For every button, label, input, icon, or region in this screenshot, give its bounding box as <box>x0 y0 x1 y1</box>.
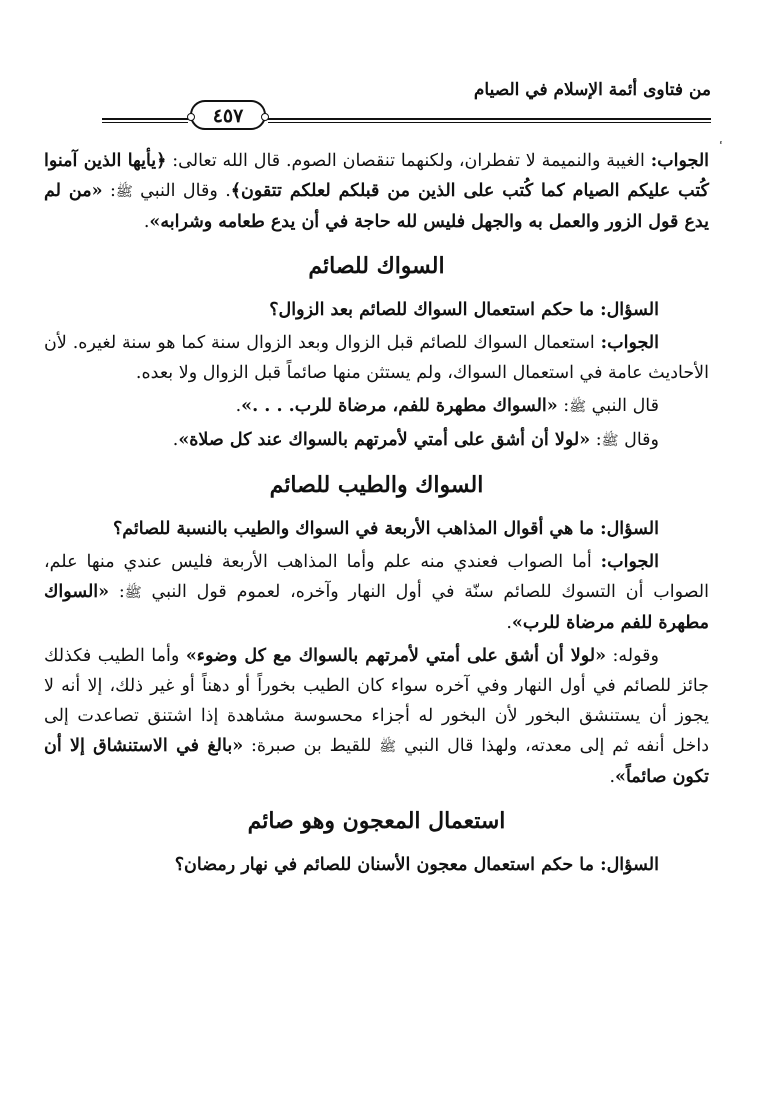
question-text: ما حكم استعمال السواك للصائم بعد الزوال؟ <box>269 300 601 320</box>
answer-end: . <box>506 613 512 633</box>
header-rule-right <box>268 118 711 123</box>
salla-symbol: ﷺ <box>379 739 397 755</box>
question-label: السؤال: <box>600 300 659 320</box>
paragraph-intro: وقوله: <box>606 646 659 666</box>
paragraph-end: . <box>609 767 616 787</box>
paragraph-text-2: للقيط بن صبرة: <box>243 736 380 756</box>
question-text: ما حكم استعمال معجون الأسنان للصائم في نهار رمضان؟ <box>174 855 601 875</box>
answer-perfume <box>44 547 709 638</box>
hadith-end: . <box>235 396 242 416</box>
salla-symbol: ﷺ <box>115 184 133 200</box>
page-body <box>44 146 709 883</box>
answer-label: الجواب: <box>600 333 659 353</box>
answer-text-2: . وقال النبي <box>132 181 231 201</box>
answer-text-4: . <box>143 212 150 232</box>
hadith-quote: «بالغ في الاستنشاق إلا أن تكون صائماً» <box>44 736 709 787</box>
page-number: ٤٥٧ <box>190 100 266 130</box>
hadith-colon: : <box>590 430 602 450</box>
section-title-siwak-perfume: السواك والطيب للصائم <box>269 472 484 498</box>
question-perfume <box>44 514 709 544</box>
hadith-end: . <box>172 430 179 450</box>
hadith-quote: «من لم يدع قول الزور والعمل به والجهل فليس لله حاجة في أن يدع طعامه وشرابه» <box>44 181 709 232</box>
hadith-intro: قال النبي <box>586 396 659 416</box>
salla-symbol: ﷺ <box>601 433 619 449</box>
header-rule-left <box>102 118 188 123</box>
answer-label: الجواب: <box>650 151 710 171</box>
salla-symbol: ﷺ <box>124 585 142 601</box>
hadith-line-2 <box>44 425 709 456</box>
hadith-quote: «السواك مطهرة للفم، مرضاة للرب. . . .» <box>241 396 558 416</box>
answer-siwak <box>44 328 709 388</box>
answer-perfume-2 <box>44 641 709 792</box>
hadith-colon: : <box>557 396 570 416</box>
hadith-intro: وقال <box>618 430 659 450</box>
answer-text: أما الصواب فعندي منه علم وأما المذاهب الأربعة فليس عندي منها علم، الصواب أن التسوك للصائم سنّة في أول النهار وآخره، لعموم قول النبي <box>44 552 709 602</box>
question-label: السؤال: <box>600 519 659 539</box>
hadith-line-1 <box>44 391 709 422</box>
answer-label: الجواب: <box>600 552 659 572</box>
question-label: السؤال: <box>600 855 659 875</box>
question-toothpaste <box>44 850 709 880</box>
answer-text: استعمال السواك للصائم قبل الزوال وبعد الزوال سنة كما هو سنة لغيره. لأن الأحاديث عامة في استعمال السواك، ولم يستثن منها صائماً قبل الزوال ولا بعده. <box>44 333 709 383</box>
question-text: ما هي أقوال المذاهب الأربعة في السواك والطيب بالنسبة للصائم؟ <box>112 519 601 539</box>
hadith-quote: «لولا أن أشق على أمتي لأمرتهم بالسواك عند كل صلاة» <box>178 430 591 450</box>
hadith-quote: «لولا أن أشق على أمتي لأمرتهم بالسواك مع كل وضوء» <box>185 646 607 666</box>
section-title-toothpaste: استعمال المعجون وهو صائم <box>247 808 506 834</box>
hadith-quote: «السواك مطهرة للفم مرضاة للرب» <box>44 582 709 633</box>
answer-paragraph-1 <box>44 146 709 237</box>
answer-text: الغيبة والنميمة لا تفطران، ولكنهما تنقصان الصوم. قال الله تعالى: <box>166 151 651 171</box>
answer-text-3: : <box>102 181 116 201</box>
running-title: من فتاوى أئمة الإسلام في الصيام <box>473 80 711 100</box>
question-siwak <box>44 295 709 325</box>
paragraph-text: وأما الطيب فكذلك جائز للصائم في أول النهار وفي آخره سواء كان الطيب بخوراً أو دهناً أو غير ذلك، إلا أنه لا يجوز أن يستنشق البخور لأن البخور له أجزاء محسوسة مشاهدة إذا اشتنق تصاعدت إلى داخل أنفه ثم إلى معدته، ولهذا قال النبي <box>44 646 709 756</box>
section-title-siwak: السواك للصائم <box>308 253 445 279</box>
answer-colon: : <box>109 582 125 602</box>
quran-verse: ﴿يأيها الذين آمنوا كُتب عليكم الصيام كما كُتب على الذين من قبلكم لعلكم تتقون﴾ <box>44 151 709 201</box>
salla-symbol: ﷺ <box>569 399 587 415</box>
